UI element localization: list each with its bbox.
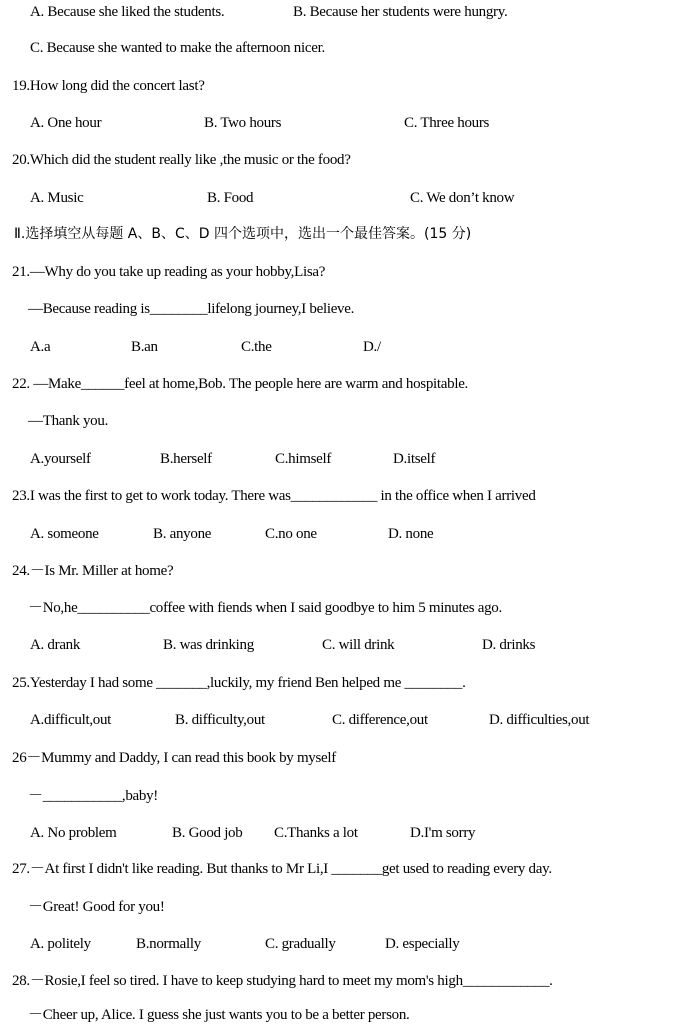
- q20-stem: 20.Which did the student really like ,the music or the food?: [12, 152, 351, 168]
- q24-line2: －No,he__________coffee with fiends when I said goodbye to him 5 minutes ago.: [28, 600, 502, 616]
- q24-option-d: D. drinks: [482, 637, 536, 653]
- q22-option-b: B.herself: [160, 451, 212, 467]
- q24-option-a: A. drank: [30, 637, 81, 653]
- q27-option-b: B.normally: [136, 936, 201, 952]
- q23-stem: 23.I was the first to get to work today. There was____________ in the office when I arrived: [12, 488, 536, 504]
- q21-option-c: C.the: [241, 339, 272, 355]
- q28-line2: －Cheer up, Alice. I guess she just wants you to be a better person.: [28, 1007, 410, 1023]
- q23-option-a: A. someone: [30, 526, 99, 542]
- q26-line2: －___________,baby!: [28, 788, 159, 804]
- q25-option-a: A.difficult,out: [30, 712, 112, 728]
- q20-option-c: C. We don’t know: [410, 190, 515, 206]
- q26-option-a: A. No problem: [30, 825, 117, 841]
- q26-option-b: B. Good job: [172, 825, 243, 841]
- q25-stem: 25.Yesterday I had some _______,luckily, my friend Ben helped me ________.: [12, 675, 466, 691]
- q28-line1: 28.－Rosie,I feel so tired. I have to keep studying hard to meet my mom's high____________.: [12, 973, 553, 989]
- q22-option-c: C.himself: [275, 451, 332, 467]
- q18-option-a: A. Because she liked the students.: [30, 4, 225, 20]
- q24-line1: 24.－Is Mr. Miller at home?: [12, 563, 174, 579]
- q21-option-d: D./: [363, 339, 381, 355]
- q26-option-d: D.I'm sorry: [410, 825, 476, 841]
- q27-option-d: D. especially: [385, 936, 460, 952]
- q27-line2: －Great! Good for you!: [28, 899, 165, 915]
- q25-option-b: B. difficulty,out: [175, 712, 265, 728]
- q24-option-b: B. was drinking: [163, 637, 254, 653]
- q21-option-a: A.a: [30, 339, 51, 355]
- q18-option-c: C. Because she wanted to make the afternoon nicer.: [30, 40, 325, 56]
- q26-option-c: C.Thanks a lot: [274, 825, 358, 841]
- q20-option-b: B. Food: [207, 190, 254, 206]
- q21-option-b: B.an: [131, 339, 158, 355]
- section-title: Ⅱ.选择填空从每题 A、B、C、D 四个选项中，选出一个最佳答案。(15 分): [14, 226, 472, 242]
- q22-option-d: D.itself: [393, 451, 436, 467]
- q27-option-c: C. gradually: [265, 936, 336, 952]
- q19-option-b: B. Two hours: [204, 115, 282, 131]
- q19-stem: 19.How long did the concert last?: [12, 78, 205, 94]
- q18-option-b: B. Because her students were hungry.: [293, 4, 508, 20]
- q23-option-d: D. none: [388, 526, 434, 542]
- q25-option-c: C. difference,out: [332, 712, 428, 728]
- q19-option-a: A. One hour: [30, 115, 102, 131]
- q21-line1: 21.—Why do you take up reading as your hobby,Lisa?: [12, 264, 326, 280]
- q25-option-d: D. difficulties,out: [489, 712, 590, 728]
- q22-line2: —Thank you.: [28, 413, 109, 429]
- q22-option-a: A.yourself: [30, 451, 91, 467]
- q27-option-a: A. politely: [30, 936, 91, 952]
- q23-option-c: C.no one: [265, 526, 317, 542]
- q21-line2: —Because reading is________lifelong journey,I believe.: [28, 301, 355, 317]
- q26-line1: 26－Mummy and Daddy, I can read this book by myself: [12, 750, 336, 766]
- q24-option-c: C. will drink: [322, 637, 395, 653]
- q23-option-b: B. anyone: [153, 526, 212, 542]
- q22-line1: 22. —Make______feel at home,Bob. The people here are warm and hospitable.: [12, 376, 469, 392]
- q19-option-c: C. Three hours: [404, 115, 490, 131]
- q20-option-a: A. Music: [30, 190, 84, 206]
- q27-line1: 27.－At first I didn't like reading. But thanks to Mr Li,I _______get used to reading every day.: [12, 861, 552, 877]
